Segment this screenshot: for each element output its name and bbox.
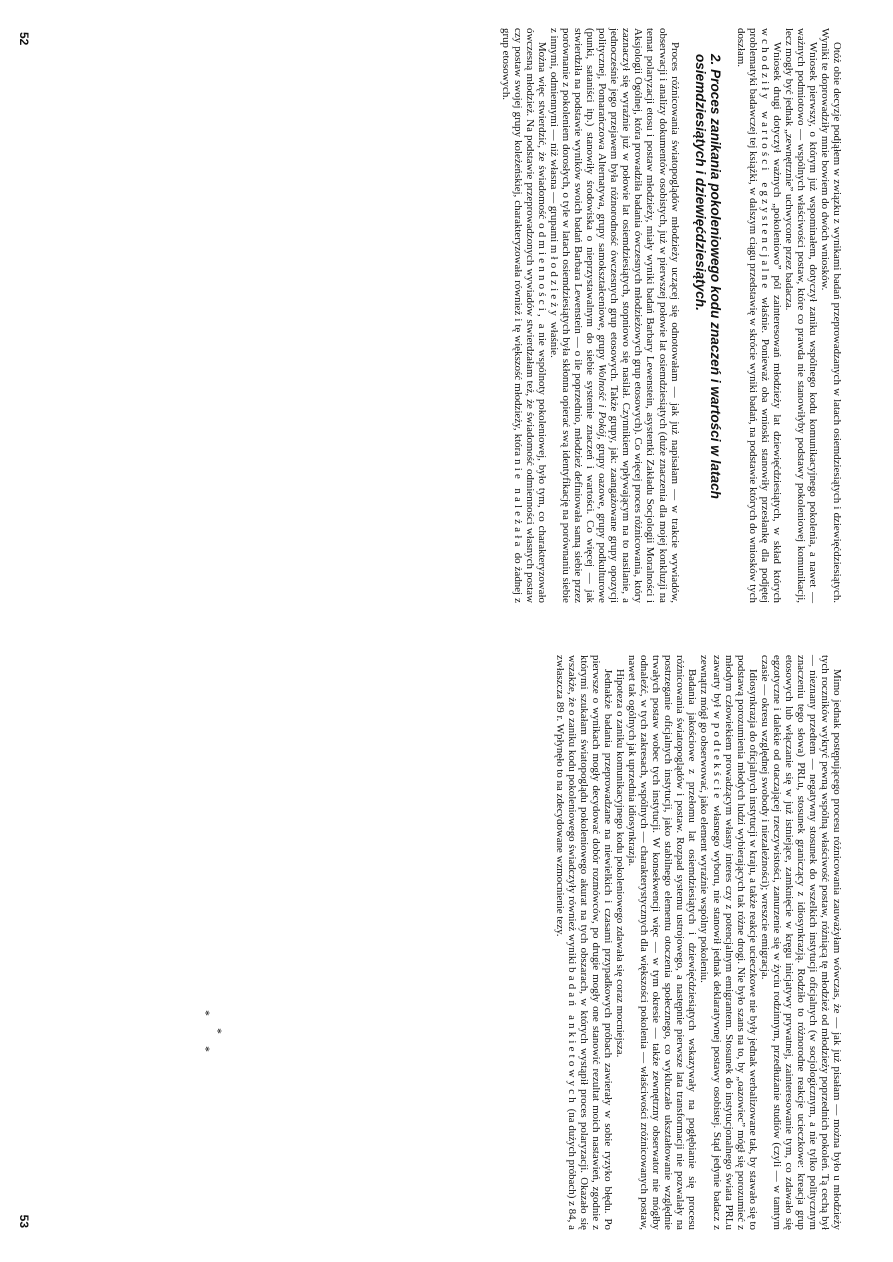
text-run: a nie wspólnoty pokoleniowej, było tym, co charakteryzowało ówczesną młodzież. Na podstawie przeprowadzonych wywiadów stwierdzałam też, że świadomość odmienności własnych postaw czy postaw swojej grupy koleżeńskiej, charakteryzowała również i tę większość młodzieży, która xyxy=(511,28,549,603)
paragraph xyxy=(554,655,614,1230)
spaced-emphasis: wchodziły wartości egzystencjalne xyxy=(758,28,771,292)
left-page-text xyxy=(500,28,843,603)
asterisk: * xyxy=(211,1028,225,1034)
paragraph xyxy=(500,28,548,603)
page-right xyxy=(0,655,893,1230)
paragraph xyxy=(698,655,758,1230)
paragraph: Wniosek pierwszy, o którym już wspominałem, dotyczył zaniku wspólnego kodu komunikacyjnego pokolenia, a nawet — ważnych podmiotowo — wspólnych właściwości postaw, które co prawda nie stanowiłyby podstawy pokoleniowej komunikacji, lecz mogły być jednak „zewnętrznie” uchwycone przez badacza. xyxy=(782,28,819,603)
text-run: Proces różnicowania światopoglądów młodzieży uczącej się odnotowałam — jak już napisałam — w trakcie wywiadów, obserwacji i analizy dokumentów osobistych, już w pierwszej połowie lat osiemdziesiątych (duże znaczenia dla mojej konkluzji na temat polaryzacji etosu i postaw młodzieży, miały wyniki badań Barbary Lewenstein, asystentki Zakładu Socjologii Moralności i Aksjologii Ogólnej, która prowadziła badania ówczesnych młodzieżowych grup etosowych). Co więcej proces różnicowania, który zaznaczył się wyraźnie już w połowie lat osiemdziesiątych, stopniowo się nasilał. Czynnikiem wpływającym na to nasilanie, a jednocześnie jego przejawem była różnorodność ówczesnych grup etosowych. Także grupy, jak: zaangażowane grupy opozycji politycznej, Pomarańczowa Alternatywa, grupy samokształceniowe, grupy xyxy=(596,28,681,603)
spaced-emphasis: badań ankietowych xyxy=(565,967,578,1106)
text-run: Idiosynkrazja do oficjalnych instytucji w kraju, a także reakcje ucieczkowe nie były jednak werbalizowane tak, by stawało się to podstawą porozumienia młodych ludzi wybierających tak różne drogi. Nie było szans na to, by „oazowiec” mógł się porozumieć z młodym człowiekiem prowadzącym własny interes czy z potencjalnym emigrantem. Stosunek do instytucjonalnego świata PRLu zawarty był w xyxy=(710,655,759,1230)
text-run: własnego wyboru, nie stanowił jednak deklaratywnej postawy osobistej. Stąd jedynie badacz z zewnątrz mógł go obserwować, jako element wyraźnie wspólny pokoleniu. xyxy=(698,655,723,1230)
paragraph: Hipoteza o zaniku komunikacyjnego kodu pokoleniowego zdawała się coraz mocniejsza. xyxy=(614,669,627,1058)
paragraph: Mimo jednak postępującego procesu różnicowania zauważyłam wówczas, że — jak już pisałam — można było u młodzieży tych roczników wykryć pewną wspólną właściwość postaw, różniącą tę młodzież od młodzieży poprzednich pokoleń. Tą cechą był — nieznany przedtem — negatywny stosunek do wszelkich instytucji oficjalnych (w socjologicznym, a nie tylko politycznym znaczeniu tego słowa) PRLu, stosunek graniczący z idiosynkrazją. Rodziło to różnorodne reakcje ucieczkowe: kreacja grup etosowych lub włączanie się w już istniejące, zamknięcie w kręgu inicjatywy prywatnej, zainteresowanie tym, co zdawało się egzotyczne i dalekie od otaczającej rzeczywistości, zanurzenie się w życiu rodzinnym, przedłużanie studiów (czyli — w tamtym czasie — okresu względnej swobody i niezależności); wreszcie emigracja. xyxy=(758,655,843,1230)
asterisk: * xyxy=(199,1010,213,1016)
page-left xyxy=(0,28,893,603)
section-heading: 2. Proces zanikania pokoleniowego kodu znaczeń i wartości w latach osiemdziesiątych i dziewięćdziesiątych. xyxy=(692,54,723,499)
paragraph: Badania jakościowe z przełomu lat osiemdziesiątych i dziewięćdziesiątych wskazywały na pogłębianie się procesu różnicowania światopoglądów i postaw. Rozpad systemu ustrojowego, a następnie pierwsze lata transformacji nie pozwalały na postrzeganie oficjalnych instytucji, jako stabilnego elementu otoczenia społecznego, co wykluczało ukształtowanie względnie trwałych postaw wobec tych instytucji. W konsekwencji więc — w tym okresie — także zewnętrzny obserwator nie mógłby odnaleźć, w tych zakresach, wspólnych — charakterystycznych dla większości pokolenia — właściwości zróżnicowanych postaw, nawet tak ogólnych jak uprzednia idiosynkrazja. xyxy=(626,655,699,1230)
text-run: Wniosek drugi dotyczył ważnych „pokoleniowo” pól zainteresowań młodzieży lat dziewięćdziesiątych, w skład których xyxy=(770,42,783,603)
text-run: do żadnej z grup etosowych. xyxy=(499,28,524,603)
italic-group-name: Wolność i Pokój, xyxy=(596,363,609,440)
spaced-emphasis: odmienności, xyxy=(536,223,549,320)
text-run: Można więc stwierdzić, że świadomość xyxy=(536,42,549,220)
page-number: 52 xyxy=(17,32,31,46)
paragraph xyxy=(735,28,783,603)
spaced-emphasis: podtekście xyxy=(710,722,723,802)
page-number: 53 xyxy=(17,1214,31,1228)
paragraph xyxy=(548,28,681,603)
section-break-asterisks xyxy=(195,655,225,1230)
text-run: Jednakże badania przeprowadzane na niewielkich i czasami przypadkowych próbach zawierały w sobie ryzyko błędu. Po pierwsze o wynikach mogły decydować dobór rozmówców, po drugie mogły one stanowić rezultat moich nastawień, zgodnie z którymi szukałam światopoglądu pokoleniowego akurat na tych obszarach, w których wystąpił proces polaryzacji. Okazało się wszakże, że o zaniku kodu pokoleniowego świadczyły również wyniki xyxy=(565,655,615,1230)
text-run: właśnie. Ponieważ oba wnioski stanowiły przesłankę dla podjętej problematyki badawczej tej książki, w dalszym ciągu przedstawię w skrócie wyniki badań, na podstawie których do wniosków tych doszłam. xyxy=(734,28,771,603)
spaced-emphasis: nie należała xyxy=(511,459,524,550)
spaced-emphasis: młodzieży xyxy=(548,244,561,320)
text-run: (na dużych próbach) z 84, a zwłaszcza 89 r. Wpłynęło to na zdecydowane wzmocnienie tezy. xyxy=(553,655,578,1231)
right-page-text xyxy=(554,655,843,1230)
text-run: grupy oazowe, grupy podkulturowe (punki, sataniści itp.) stanowiły środowiska o nieprzystawalnym do siebie systemie znaczeń i wartości. Co więcej — jak stwierdziła na podstawie wyników swoich badań Barbara Lewenstein — o ile poprzednio, młodzież definiowała samą siebie przez porównanie z pokoleniem dorosłych, o tyle w latach osiemdziesiątych była skłonna opierać swą identyfikację na porównaniu siebie z innymi, odmiennymi — niż własna — grupami xyxy=(548,28,609,604)
asterisk: * xyxy=(199,1046,213,1052)
text-run: właśnie. xyxy=(548,321,561,358)
paragraph: Otóż obie decyzje podjąłem w związku z wynikami badań przeprowadzanych w latach osiemdziesiątych i dziewięćdziesiątych. Wyniki te doprowadziły mnie bowiem do dwóch wniosków. xyxy=(818,28,843,603)
